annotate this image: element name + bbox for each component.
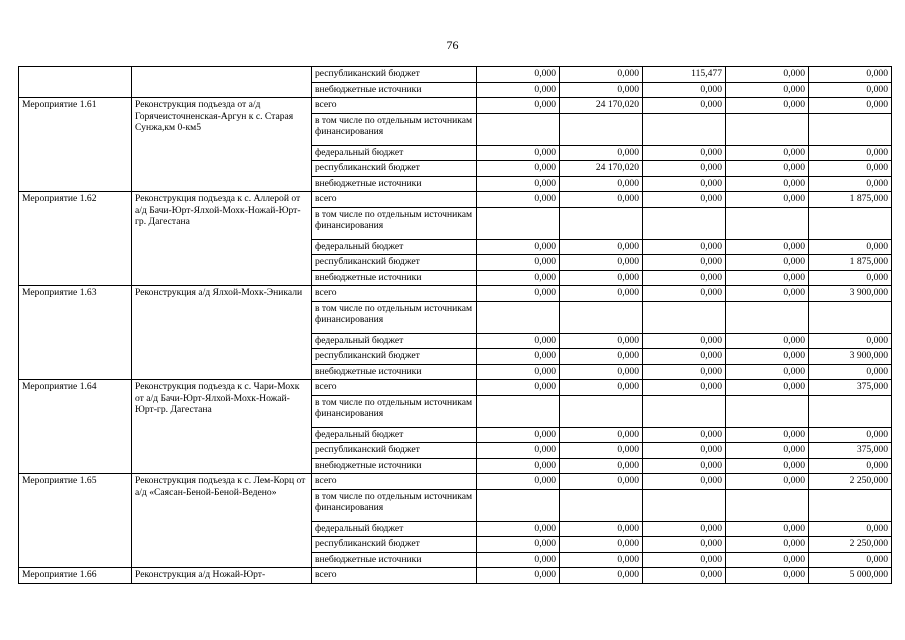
value-cell: 0,000 — [726, 364, 809, 380]
value-cell: 0,000 — [560, 176, 643, 192]
value-cell: 0,000 — [560, 255, 643, 271]
funding-source-cell: всего — [312, 192, 477, 208]
value-cell: 0,000 — [726, 98, 809, 114]
value-cell: 0,000 — [809, 98, 892, 114]
table-row — [19, 286, 892, 302]
value-cell: 0,000 — [726, 270, 809, 286]
funding-source-cell: внебюджетные источники — [312, 458, 477, 474]
funding-table — [18, 66, 892, 584]
value-cell: 115,477 — [643, 67, 726, 83]
value-cell: 375,000 — [809, 443, 892, 459]
measure-name-cell: Реконструкция подъезда от а/д Горячеисточненская-Аргун к с. Старая Сунжа,км 0-км5 — [132, 98, 312, 192]
funding-source-cell: в том числе по отдельным источникам финансирования — [312, 207, 477, 239]
value-cell: 0,000 — [809, 364, 892, 380]
funding-source-cell: всего — [312, 98, 477, 114]
value-cell: 0,000 — [726, 380, 809, 396]
funding-source-cell: республиканский бюджет — [312, 349, 477, 365]
table-row — [19, 380, 892, 396]
funding-source-cell: в том числе по отдельным источникам финансирования — [312, 489, 477, 521]
value-cell: 0,000 — [726, 176, 809, 192]
value-cell: 0,000 — [643, 239, 726, 255]
value-cell: 0,000 — [726, 474, 809, 490]
value-cell: 0,000 — [726, 161, 809, 177]
measure-id-cell: Мероприятие 1.62 — [19, 192, 132, 286]
value-cell: 0,000 — [560, 380, 643, 396]
funding-source-cell: в том числе по отдельным источникам финансирования — [312, 395, 477, 427]
value-cell: 1 875,000 — [809, 192, 892, 208]
value-cell: 0,000 — [477, 427, 560, 443]
value-cell: 0,000 — [809, 82, 892, 98]
value-cell: 0,000 — [560, 474, 643, 490]
value-cell: 0,000 — [726, 67, 809, 83]
value-cell: 0,000 — [560, 552, 643, 568]
value-cell: 0,000 — [643, 176, 726, 192]
value-cell: 0,000 — [809, 67, 892, 83]
measure-id-cell: Мероприятие 1.64 — [19, 380, 132, 474]
value-cell: 2 250,000 — [809, 474, 892, 490]
value-cell: 0,000 — [726, 427, 809, 443]
value-cell — [477, 489, 560, 521]
value-cell: 0,000 — [477, 349, 560, 365]
value-cell: 2 250,000 — [809, 537, 892, 553]
value-cell — [643, 301, 726, 333]
value-cell: 0,000 — [643, 427, 726, 443]
measure-name-cell: Реконструкция а/д Ножай-Юрт- — [132, 568, 312, 584]
table-row — [19, 568, 892, 584]
value-cell: 0,000 — [477, 458, 560, 474]
value-cell — [560, 301, 643, 333]
value-cell — [726, 301, 809, 333]
value-cell: 0,000 — [477, 239, 560, 255]
value-cell: 0,000 — [809, 333, 892, 349]
measure-name-cell: Реконструкция подъезда к с. Чари-Мохк от а/д Бачи-Юрт-Ялхой-Мохк-Ножай-Юрт-гр. Дагестана — [132, 380, 312, 474]
value-cell — [809, 113, 892, 145]
value-cell: 0,000 — [643, 82, 726, 98]
funding-source-cell: республиканский бюджет — [312, 537, 477, 553]
value-cell: 0,000 — [643, 458, 726, 474]
value-cell — [477, 301, 560, 333]
value-cell: 0,000 — [726, 192, 809, 208]
value-cell: 0,000 — [560, 286, 643, 302]
funding-source-cell: республиканский бюджет — [312, 255, 477, 271]
value-cell: 0,000 — [477, 192, 560, 208]
value-cell: 0,000 — [726, 521, 809, 537]
value-cell — [477, 113, 560, 145]
value-cell: 0,000 — [809, 270, 892, 286]
measure-id-cell: Мероприятие 1.61 — [19, 98, 132, 192]
value-cell: 5 000,000 — [809, 568, 892, 584]
value-cell: 0,000 — [560, 145, 643, 161]
funding-source-cell: всего — [312, 380, 477, 396]
value-cell — [643, 395, 726, 427]
table-row — [19, 67, 892, 83]
value-cell — [560, 113, 643, 145]
value-cell: 0,000 — [726, 255, 809, 271]
funding-source-cell: внебюджетные источники — [312, 364, 477, 380]
value-cell: 0,000 — [809, 427, 892, 443]
table-row — [19, 192, 892, 208]
value-cell: 0,000 — [477, 537, 560, 553]
value-cell: 0,000 — [560, 568, 643, 584]
measure-id-cell — [19, 67, 132, 98]
value-cell: 0,000 — [726, 458, 809, 474]
value-cell: 0,000 — [809, 161, 892, 177]
table-body — [19, 67, 892, 584]
value-cell: 375,000 — [809, 380, 892, 396]
funding-source-cell: федеральный бюджет — [312, 145, 477, 161]
value-cell: 0,000 — [643, 474, 726, 490]
value-cell: 0,000 — [560, 443, 643, 459]
value-cell: 0,000 — [809, 552, 892, 568]
value-cell: 0,000 — [809, 239, 892, 255]
page-number: 76 — [446, 38, 459, 52]
value-cell: 0,000 — [643, 333, 726, 349]
funding-source-cell: внебюджетные источники — [312, 82, 477, 98]
value-cell: 0,000 — [643, 521, 726, 537]
value-cell: 0,000 — [726, 286, 809, 302]
value-cell — [477, 395, 560, 427]
value-cell — [726, 395, 809, 427]
value-cell — [809, 395, 892, 427]
funding-source-cell: внебюджетные источники — [312, 270, 477, 286]
value-cell: 0,000 — [477, 364, 560, 380]
measure-name-cell: Реконструкция а/д Ялхой-Мохк-Эникали — [132, 286, 312, 380]
measure-name-cell: Реконструкция подъезда к с. Аллерой от а/д Бачи-Юрт-Ялхой-Мохк-Ножай-Юрт-гр. Дагестана — [132, 192, 312, 286]
value-cell — [560, 207, 643, 239]
value-cell — [726, 489, 809, 521]
value-cell: 0,000 — [809, 521, 892, 537]
value-cell: 0,000 — [477, 568, 560, 584]
value-cell: 0,000 — [560, 458, 643, 474]
table-row — [19, 98, 892, 114]
funding-source-cell: республиканский бюджет — [312, 67, 477, 83]
value-cell: 0,000 — [477, 98, 560, 114]
funding-source-cell: республиканский бюджет — [312, 443, 477, 459]
value-cell: 0,000 — [726, 537, 809, 553]
value-cell: 0,000 — [643, 255, 726, 271]
value-cell: 0,000 — [560, 537, 643, 553]
value-cell — [643, 113, 726, 145]
value-cell: 0,000 — [560, 521, 643, 537]
funding-source-cell: федеральный бюджет — [312, 333, 477, 349]
value-cell: 0,000 — [726, 145, 809, 161]
value-cell: 0,000 — [560, 67, 643, 83]
funding-source-cell: республиканский бюджет — [312, 161, 477, 177]
value-cell: 0,000 — [643, 443, 726, 459]
value-cell — [560, 395, 643, 427]
value-cell: 0,000 — [477, 82, 560, 98]
value-cell: 0,000 — [643, 145, 726, 161]
value-cell: 0,000 — [560, 333, 643, 349]
value-cell: 0,000 — [726, 82, 809, 98]
value-cell: 0,000 — [643, 537, 726, 553]
funding-source-cell: федеральный бюджет — [312, 239, 477, 255]
value-cell: 0,000 — [643, 364, 726, 380]
value-cell: 0,000 — [477, 270, 560, 286]
funding-source-cell: всего — [312, 286, 477, 302]
table-row — [19, 474, 892, 490]
value-cell — [809, 301, 892, 333]
funding-source-cell: федеральный бюджет — [312, 521, 477, 537]
value-cell — [477, 207, 560, 239]
value-cell: 0,000 — [560, 364, 643, 380]
value-cell: 0,000 — [477, 333, 560, 349]
value-cell: 1 875,000 — [809, 255, 892, 271]
value-cell: 0,000 — [726, 333, 809, 349]
funding-source-cell: в том числе по отдельным источникам финансирования — [312, 301, 477, 333]
funding-source-cell: федеральный бюджет — [312, 427, 477, 443]
funding-source-cell: внебюджетные источники — [312, 552, 477, 568]
value-cell: 3 900,000 — [809, 286, 892, 302]
value-cell: 0,000 — [477, 552, 560, 568]
value-cell: 0,000 — [726, 552, 809, 568]
value-cell: 0,000 — [477, 161, 560, 177]
value-cell: 0,000 — [643, 192, 726, 208]
value-cell: 0,000 — [643, 552, 726, 568]
funding-source-cell: в том числе по отдельным источникам финансирования — [312, 113, 477, 145]
value-cell: 0,000 — [560, 192, 643, 208]
value-cell: 0,000 — [643, 380, 726, 396]
value-cell: 0,000 — [477, 443, 560, 459]
value-cell: 0,000 — [726, 349, 809, 365]
value-cell: 0,000 — [560, 270, 643, 286]
value-cell: 0,000 — [726, 443, 809, 459]
value-cell: 24 170,020 — [560, 98, 643, 114]
measure-id-cell: Мероприятие 1.63 — [19, 286, 132, 380]
value-cell — [809, 489, 892, 521]
value-cell: 0,000 — [643, 568, 726, 584]
value-cell: 0,000 — [643, 286, 726, 302]
value-cell: 0,000 — [477, 474, 560, 490]
value-cell: 24 170,020 — [560, 161, 643, 177]
value-cell: 0,000 — [477, 67, 560, 83]
measure-name-cell — [132, 67, 312, 98]
value-cell: 0,000 — [809, 176, 892, 192]
value-cell: 0,000 — [809, 145, 892, 161]
value-cell: 0,000 — [560, 427, 643, 443]
funding-source-cell: внебюджетные источники — [312, 176, 477, 192]
value-cell: 0,000 — [643, 349, 726, 365]
value-cell: 0,000 — [726, 568, 809, 584]
measure-name-cell: Реконструкция подъезда к с. Лем-Корц от а/д «Саясан-Беной-Беной-Ведено» — [132, 474, 312, 568]
value-cell — [643, 207, 726, 239]
value-cell: 0,000 — [477, 255, 560, 271]
value-cell: 0,000 — [560, 349, 643, 365]
measure-id-cell: Мероприятие 1.65 — [19, 474, 132, 568]
measure-id-cell: Мероприятие 1.66 — [19, 568, 132, 584]
value-cell: 0,000 — [560, 239, 643, 255]
value-cell: 0,000 — [726, 239, 809, 255]
value-cell — [643, 489, 726, 521]
value-cell: 0,000 — [477, 176, 560, 192]
value-cell: 0,000 — [477, 380, 560, 396]
value-cell — [726, 113, 809, 145]
funding-source-cell: всего — [312, 474, 477, 490]
value-cell: 0,000 — [809, 458, 892, 474]
value-cell: 0,000 — [643, 270, 726, 286]
value-cell: 3 900,000 — [809, 349, 892, 365]
value-cell: 0,000 — [477, 521, 560, 537]
value-cell — [726, 207, 809, 239]
value-cell: 0,000 — [643, 161, 726, 177]
value-cell — [560, 489, 643, 521]
value-cell: 0,000 — [560, 82, 643, 98]
value-cell: 0,000 — [477, 145, 560, 161]
value-cell — [809, 207, 892, 239]
funding-source-cell: всего — [312, 568, 477, 584]
value-cell: 0,000 — [643, 98, 726, 114]
value-cell: 0,000 — [477, 286, 560, 302]
